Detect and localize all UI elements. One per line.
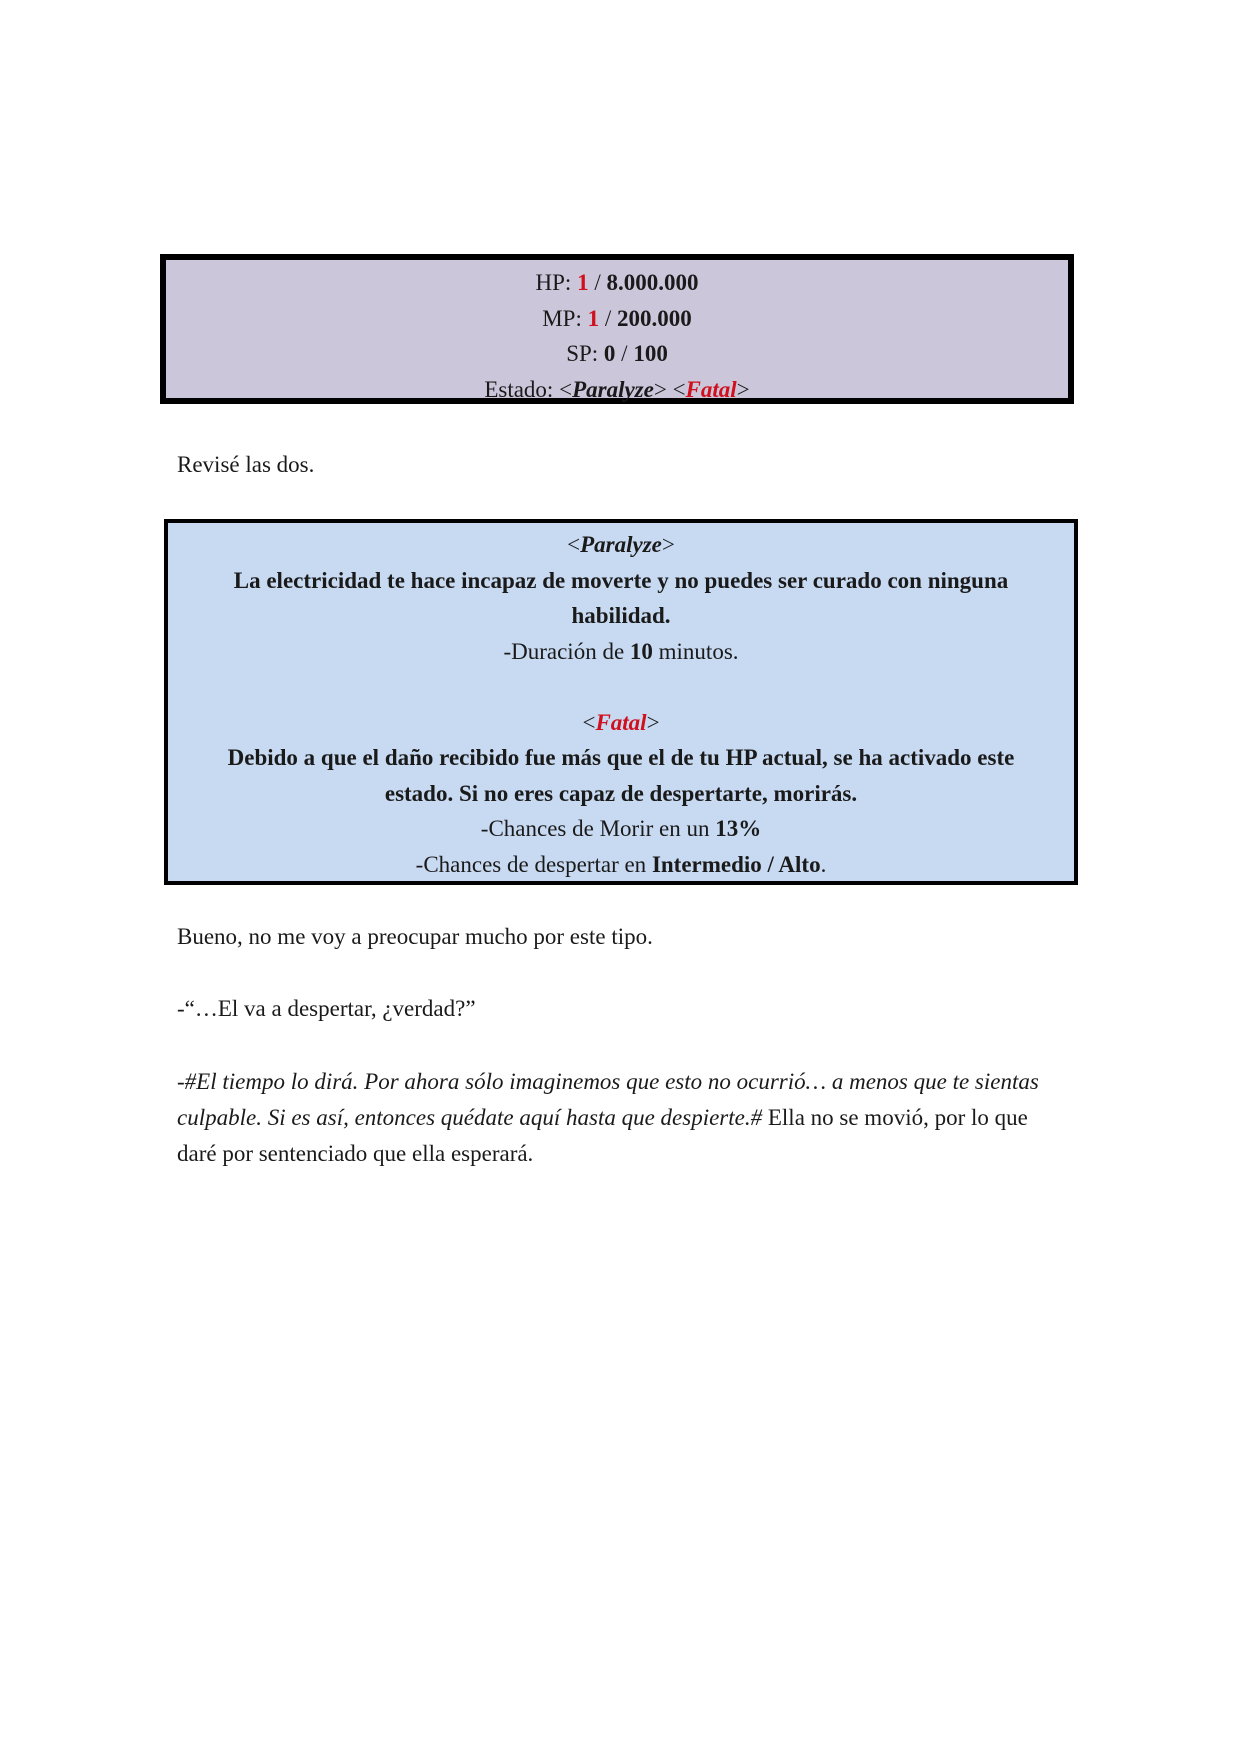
narration-normal: Ella no se movió, por lo que daré por sentenciado que ella esperará. bbox=[177, 1105, 1028, 1166]
paragraph-dialogue: -“…El va a despertar, ¿verdad?” bbox=[177, 996, 476, 1021]
duration-value: 10 bbox=[629, 638, 653, 664]
paralyze-description: La electricidad te hace incapaz de moverte y no puedes ser curado con ninguna habilidad. bbox=[233, 567, 1009, 628]
sp-label: SP: bbox=[566, 341, 604, 366]
fatal-close: > bbox=[646, 709, 660, 735]
hp-max: 8.000.000 bbox=[606, 270, 699, 295]
state-label: Estado: bbox=[484, 376, 560, 402]
state-open-2: < bbox=[672, 376, 686, 402]
duration-line bbox=[198, 634, 1044, 670]
hp-separator: / bbox=[588, 270, 607, 295]
description-box bbox=[164, 519, 1078, 885]
paralyze-title: Paralyze bbox=[580, 532, 662, 557]
hp-current: 1 bbox=[577, 270, 589, 295]
fatal-open: < bbox=[582, 709, 596, 735]
state-close-2: > bbox=[736, 376, 750, 402]
state-fatal: Fatal bbox=[685, 376, 737, 402]
mp-line bbox=[166, 301, 1068, 337]
death-chance-line bbox=[198, 811, 1044, 847]
sp-current: 0 bbox=[603, 341, 616, 366]
death-chance-value: 13% bbox=[715, 816, 762, 841]
wake-chance-suffix: . bbox=[820, 851, 827, 877]
sp-max: 100 bbox=[633, 341, 668, 366]
sp-line bbox=[166, 336, 1068, 372]
state-open-1: < bbox=[559, 376, 573, 402]
fatal-description: Debido a que el daño recibido fue más que el de tu HP actual, se ha activado este estado. Si no eres capaz de despertarte, morirás. bbox=[227, 745, 1015, 806]
paralyze-close: > bbox=[661, 532, 675, 557]
mp-separator: / bbox=[599, 305, 618, 331]
wake-chance-prefix: -Chances de despertar en bbox=[415, 851, 652, 877]
status-box bbox=[160, 254, 1074, 404]
mp-current: 1 bbox=[587, 305, 600, 331]
fatal-heading bbox=[198, 705, 1044, 741]
mp-max: 200.000 bbox=[617, 305, 692, 331]
paragraph-narration bbox=[177, 1064, 1057, 1172]
wake-chance-line bbox=[198, 847, 1044, 883]
state-line bbox=[166, 372, 1068, 408]
fatal-title: Fatal bbox=[595, 709, 647, 735]
paragraph-bueno: Bueno, no me voy a preocupar mucho por este tipo. bbox=[177, 924, 653, 949]
paralyze-open: < bbox=[567, 532, 581, 557]
duration-prefix: -Duración de bbox=[503, 638, 630, 664]
hp-line bbox=[166, 265, 1068, 301]
death-chance-prefix: -Chances de Morir en un bbox=[480, 816, 716, 841]
narration-italic: -#El tiempo lo dirá. Por ahora sólo imaginemos que esto no ocurrió… a menos que te sientas culpable. Si es así, entonces quédate aquí hasta que despierte.# bbox=[177, 1069, 1039, 1130]
wake-chance-value: Intermedio / Alto bbox=[651, 851, 821, 877]
mp-label: MP: bbox=[542, 305, 588, 331]
paralyze-heading bbox=[198, 527, 1044, 563]
spacer bbox=[198, 669, 1044, 705]
state-paralyze: Paralyze bbox=[572, 376, 654, 402]
state-close-1: > bbox=[653, 376, 667, 402]
hp-label: HP: bbox=[535, 270, 578, 295]
paragraph-revise: Revisé las dos. bbox=[177, 452, 315, 477]
duration-suffix: minutos. bbox=[652, 638, 739, 664]
sp-separator: / bbox=[615, 341, 634, 366]
